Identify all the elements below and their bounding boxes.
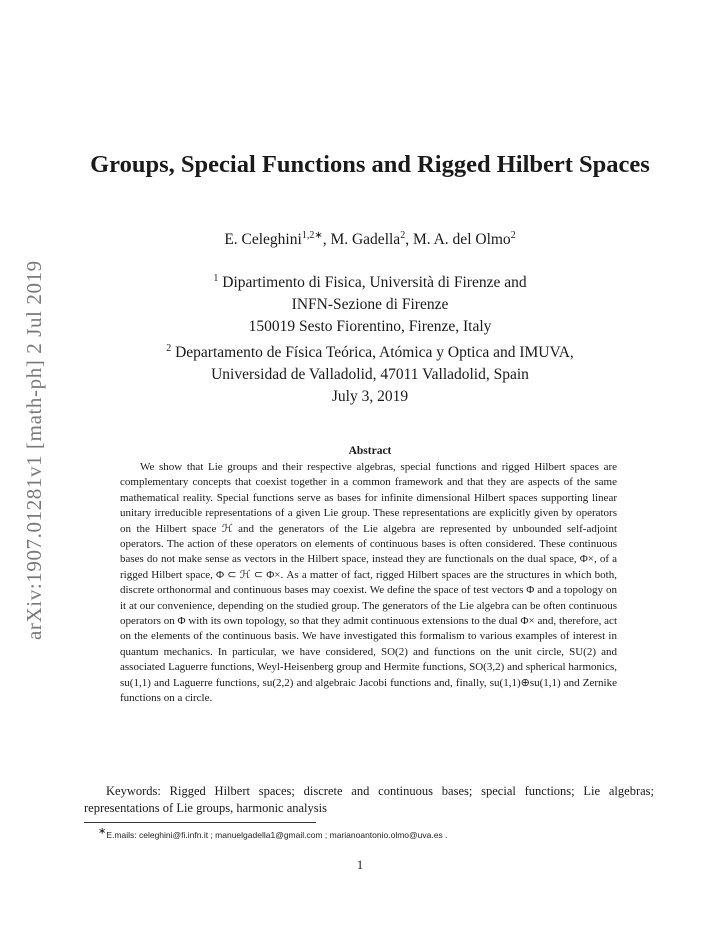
affiliation-mark: 2: [166, 343, 172, 355]
paper-title: Groups, Special Functions and Rigged Hilbert Spaces: [90, 151, 650, 178]
affiliation-line: [60, 268, 680, 294]
affiliation-text: Dipartimento di Fisica, Università di Firenze and: [218, 274, 527, 292]
author-affiliation-mark: 1,2∗: [301, 230, 323, 241]
affiliation-mark: 1: [213, 273, 219, 284]
keywords-paragraph: Keywords: Rigged Hilbert spaces; discrete and continuous bases; special functions; Lie algebras; representations of Lie groups, harmonic analysis: [84, 784, 654, 815]
affiliations: [60, 268, 680, 386]
arxiv-sidebar-stamp: [22, 230, 52, 650]
author-del-olmo: , M. A. del Olmo: [405, 231, 511, 249]
footnote-text: E.mails: celeghini@fi.infn.it ; manuelgadella1@gmail.com ; marianoantonio.olmo@uva.es .: [106, 829, 448, 840]
author-affiliation-mark: 2: [510, 230, 516, 241]
affiliation-line: [60, 338, 680, 364]
affiliation-line: INFN-Sezione di Firenze: [291, 296, 449, 314]
footnote-emails: [98, 826, 658, 840]
affiliation-line: Universidad de Valladolid, 47011 Valladolid, Spain: [211, 366, 529, 384]
affiliation-line: 150019 Sesto Fiorentino, Firenze, Italy: [248, 318, 492, 336]
author-gadella: , M. Gadella: [322, 231, 401, 249]
author-affiliation-mark: 2: [400, 230, 406, 241]
arxiv-identifier: arXiv:1907.01281v1 [math-ph] 2 Jul 2019: [22, 260, 46, 640]
author-list: [60, 230, 680, 249]
abstract-text: We show that Lie groups and their respective algebras, special functions and rigged Hilbert spaces are complementary concepts that coexist together in a common framework and that they are aspects of the same mathematical reality. Special functions serve as bases for infinite dimensional Hilbert spaces supporting linear unitary irreducible representations of a given Lie group. These representations are explicitly given by operators on the Hilbert space ℋ and the generators of the Lie algebra are represented by unbounded self-adjoint operators. The action of these operators on elements of continuous bases is often considered. These continuous bases do not make sense as vectors in the Hilbert space, instead they are functionals on the dual space, Φ×, of a rigged Hilbert space, Φ ⊂ ℋ ⊂ Φ×. As a matter of fact, rigged Hilbert spaces are the structures in which both, discrete orthonormal and continuous bases may coexist. We define the space of test vectors Φ and a topology on it at our convenience, depending on the studied group. The generators of the Lie algebra can be often continuous operators on Φ with its own topology, so that they admit continuous extensions to the dual Φ× and, therefore, act on the elements of the continuous basis. We have investigated this formalism to various examples of interest in quantum mechanics. In particular, we have considered, SO(2) and functions on the unit circle, SU(2) and associated Laguerre functions, Weyl-Heisenberg group and Hermite functions, SO(3,2) and spherical harmonics, su(1,1) and Laguerre functions, su(2,2) and algebraic Jacobi functions and, finally, su(1,1)⊕su(1,1) and Zernike functions on a circle.: [120, 461, 617, 705]
footnote-divider: [84, 822, 316, 823]
author-celeghini: E. Celeghini: [224, 231, 302, 249]
affiliation-text: Departamento de Física Teórica, Atómica y Optica and IMUVA,: [171, 344, 574, 362]
footnote-mark: ∗: [98, 826, 107, 837]
abstract-heading: Abstract: [348, 445, 392, 457]
page-number: 1: [356, 858, 364, 872]
paper-date: July 3, 2019: [331, 388, 409, 405]
